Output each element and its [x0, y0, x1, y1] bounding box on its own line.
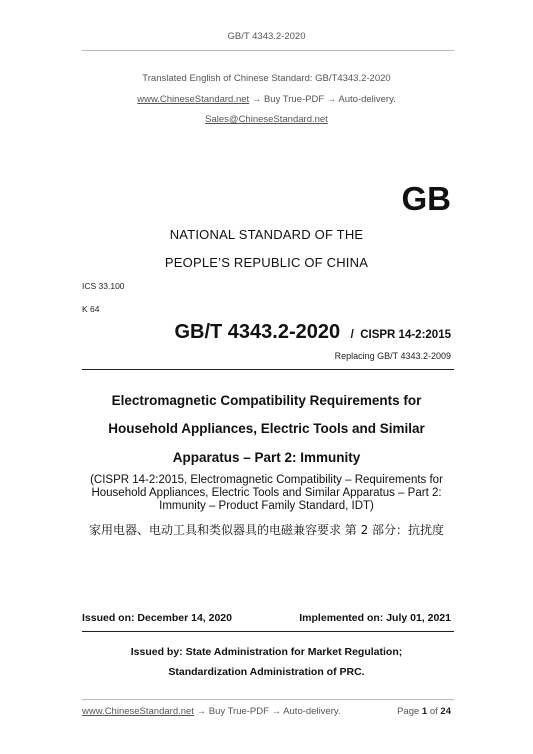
standard-code-equivalent: CISPR 14-2:2015 — [360, 329, 451, 341]
gb-mark: GB — [401, 180, 451, 217]
chinese-title: 家用电器、电动工具和类似器具的电磁兼容要求 第 2 部分：抗扰度 — [88, 523, 445, 537]
standard-code-main: GB/T 4343.2-2020 — [174, 321, 341, 343]
site-link[interactable]: www.ChineseStandard.net — [137, 94, 250, 105]
header-divider — [82, 50, 454, 51]
doc-title-line1: Electromagnetic Compatibility Requirements for — [111, 393, 422, 408]
translation-note-line1: Translated English of Chinese Standard: GB/T4343.2-2020 — [142, 73, 391, 84]
classification-code: K 64 — [82, 304, 100, 314]
footer-divider — [82, 699, 454, 700]
page-current: 1 — [421, 706, 428, 717]
doc-title-line2: Household Appliances, Electric Tools and Similar — [108, 421, 425, 436]
standard-code — [174, 321, 451, 344]
translation-note-line2 — [0, 94, 533, 105]
page-total: 24 — [440, 706, 451, 717]
page-of: of — [429, 706, 438, 717]
footer-left — [82, 706, 341, 717]
dates-divider — [82, 631, 454, 632]
subtitle-line2: Household Appliances, Electric Tools and Similar Apparatus – Part 2: — [91, 487, 442, 499]
page-label: Page — [397, 706, 420, 717]
issued-date: Issued on: December 14, 2020 — [82, 612, 232, 624]
ics-number: ICS 33.100 — [82, 281, 125, 291]
standard-code-separator: / — [350, 329, 354, 341]
translation-note-line3 — [0, 114, 533, 125]
email-link[interactable]: Sales@ChineseStandard.net — [205, 114, 328, 125]
issued-by-line1: Issued by: State Administration for Market Regulation; — [130, 646, 403, 658]
national-title-line1: NATIONAL STANDARD OF THE — [169, 227, 364, 242]
running-header: GB/T 4343.2-2020 — [227, 31, 306, 42]
buy-note: → Buy True-PDF → Auto-delivery. — [249, 94, 396, 105]
issued-by-line2: Standardization Administration of PRC. — [168, 666, 365, 678]
page-indicator — [397, 706, 451, 717]
subtitle-line1: (CISPR 14-2:2015, Electromagnetic Compatibility – Requirements for — [90, 474, 443, 486]
title-divider — [82, 369, 454, 370]
replacing-note: Replacing GB/T 4343.2-2009 — [334, 351, 451, 361]
doc-title-line3: Apparatus – Part 2: Immunity — [172, 450, 361, 465]
implemented-date: Implemented on: July 01, 2021 — [299, 612, 451, 624]
national-title-line2: PEOPLE’S REPUBLIC OF CHINA — [164, 255, 369, 270]
subtitle-line3: Immunity – Product Family Standard, IDT) — [159, 500, 374, 512]
footer-buy-note: → Buy True-PDF → Auto-delivery. — [193, 706, 341, 717]
footer-site-link[interactable]: www.ChineseStandard.net — [82, 706, 194, 717]
